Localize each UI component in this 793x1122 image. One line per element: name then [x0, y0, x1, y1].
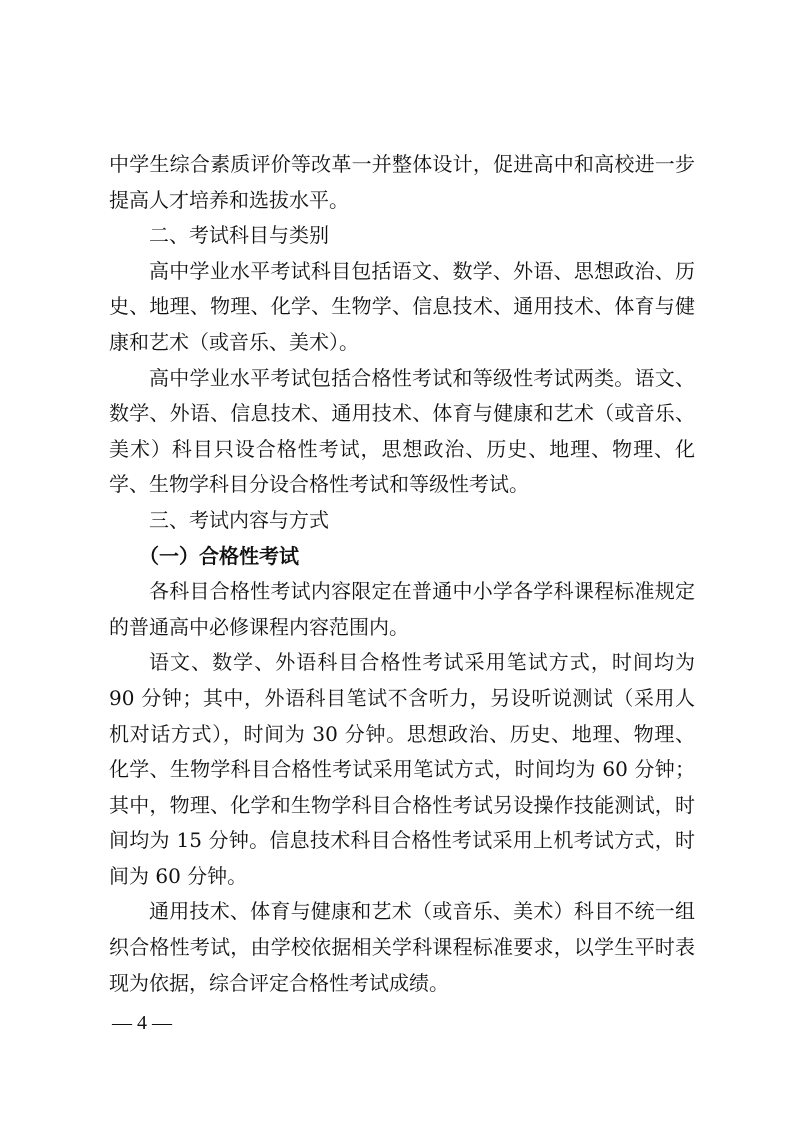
section-heading-content-methods: 三、考试内容与方式	[149, 507, 329, 532]
paragraph-exam-types: 高中学业水平考试包括合格性考试和等级性考试两类。语文、数学、外语、信息技术、通用技术、体育与健康和艺术（或音乐、美术）科目只设合格性考试，思想政治、历史、地理、物理、化学、生物学科目分设合格性考试和等级性考试。	[109, 365, 695, 497]
document-body	[109, 147, 695, 1001]
paragraph-exam-format-duration: 语文、数学、外语科目合格性考试采用笔试方式，时间均为 90 分钟；其中，外语科目笔试不含听力，另设听说测试（采用人机对话方式），时间为 30 分钟。思想政治、历史、地理、物理、化学、生物学科目合格性考试采用笔试方式，时间均为 60 分钟；其中，物理、化学和生物学科目合格性考试另设操作技能测试，时间均为 15 分钟。信息技术科目合格性考试采用上机考试方式，时间为 60 分钟。	[109, 650, 695, 888]
paragraph-school-assessed-subjects: 通用技术、体育与健康和艺术（或音乐、美术）科目不统一组织合格性考试，由学校依据相关学科课程标准要求，以学生平时表现为依据，综合评定合格性考试成绩。	[109, 899, 695, 995]
paragraph-subject-list: 高中学业水平考试科目包括语文、数学、外语、思想政治、历史、地理、物理、化学、生物学、信息技术、通用技术、体育与健康和艺术（或音乐、美术）。	[109, 258, 695, 354]
page-number: — 4 —	[112, 1012, 172, 1034]
paragraph-exam-scope: 各科目合格性考试内容限定在普通中小学各学科课程标准规定的普通高中必修课程内容范围内。	[109, 579, 695, 639]
subsection-heading-qualifying-exam: （一）合格性考试	[139, 543, 299, 568]
section-heading-subjects: 二、考试科目与类别	[149, 223, 329, 248]
continuation-paragraph: 中学生综合素质评价等改革一并整体设计，促进高中和高校进一步提高人才培养和选拔水平。	[109, 152, 695, 212]
